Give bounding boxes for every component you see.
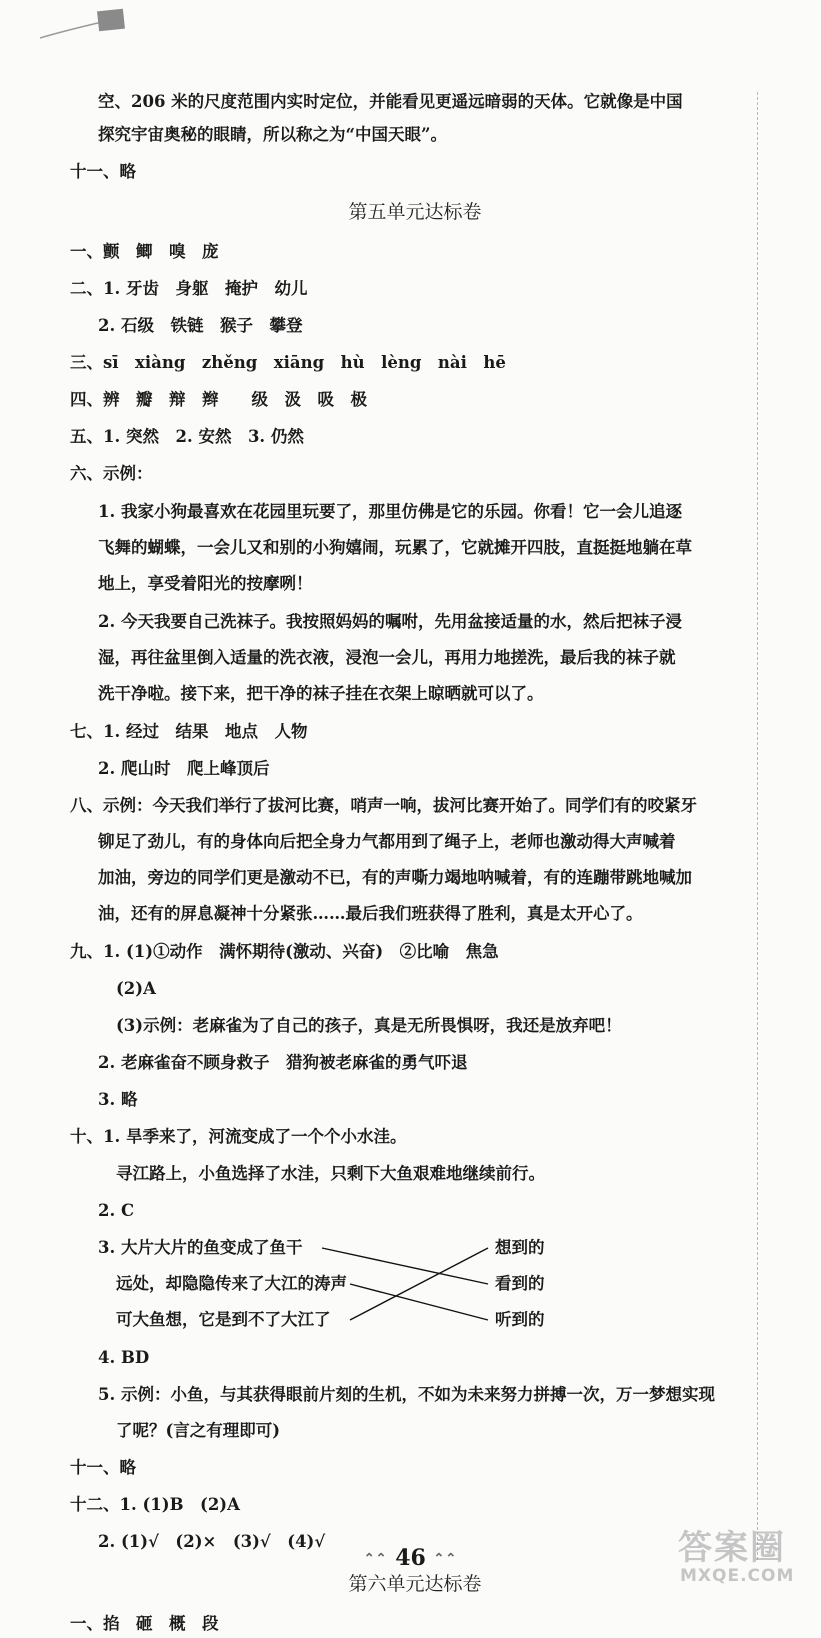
u5-q10-2: 2. C [98,1201,135,1220]
answer-11-prev: 十一、略 [70,162,136,181]
u5-q8-line-1: 八、示例：今天我们举行了拔河比赛，哨声一响，拔河比赛开始了。同学们有的咬紧牙 [70,796,697,815]
unit6-title: 第六单元达标卷 [348,1573,482,1595]
u5-q6-label: 六、示例： [70,464,153,483]
u6-q1: 一、掐 砸 概 段 [70,1614,219,1633]
u5-q1: 一、颤 鲫 嗅 庞 [70,242,219,261]
intro-line-2: 探究宇宙奥秘的眼睛，所以称之为“中国天眼”。 [98,125,447,144]
watermark-url: MXQE.COM [680,1566,795,1586]
match-right-2: 看到的 [495,1274,545,1293]
u5-q9-1-2: (2)A [116,979,156,998]
u5-q9-3: 3. 略 [98,1090,138,1109]
u5-q9-1-3: (3)示例：老麻雀为了自己的孩子，真是无所畏惧呀，我还是放弃吧！ [116,1016,622,1035]
match-right-3: 听到的 [495,1310,545,1329]
u5-q10-5-line-1: 5. 示例：小鱼，与其获得眼前片刻的生机，不如为未来努力拼搏一次，万一梦想实现 [98,1385,715,1404]
u5-q12-1: 十二、1. (1)B (2)A [70,1495,240,1514]
u5-q8-line-3: 加油，旁边的同学们更是激动不已，有的声嘶力竭地呐喊着，有的连蹦带跳地喊加 [98,868,692,887]
corner-decoration [40,4,132,42]
footer-decoration-left: ⌃⌃ [363,1551,388,1567]
u5-q6-2-line-1: 2. 今天我要自己洗袜子。我按照妈妈的嘱咐，先用盆接适量的水，然后把袜子浸 [98,612,682,631]
match-right-1: 想到的 [495,1238,545,1257]
u5-q6-1-line-1: 1. 我家小狗最喜欢在花园里玩要了，那里仿佛是它的乐园。你看！它一会儿追逐 [98,502,682,521]
u5-q8-line-4: 油，还有的屏息凝神十分紧张……最后我们班获得了胜利，真是太开心了。 [98,904,643,923]
u5-q6-1-line-2: 飞舞的蝴蝶，一会儿又和别的小狗嬉闹，玩累了，它就摊开四肢，直挺挺地躺在草 [98,538,692,557]
match-line-1 [322,1248,488,1284]
u5-q7-2: 2. 爬山时 爬上峰顶后 [98,759,270,778]
u5-q6-1-line-3: 地上，享受着阳光的按摩咧！ [98,574,313,593]
u5-q11: 十一、略 [70,1458,136,1477]
footer-decoration-right: ⌃⌃ [433,1551,458,1567]
u5-q10-5-line-2: 了呢？(言之有理即可) [116,1421,281,1440]
u5-q10-1a: 十、1. 旱季来了，河流变成了一个个小水洼。 [70,1127,407,1146]
watermark-text: 答案圈 [678,1528,786,1568]
unit5-title: 第五单元达标卷 [348,201,482,223]
u5-q6-2-line-2: 湿，再往盆里倒入适量的洗衣液，浸泡一会儿，再用力地搓洗，最后我的袜子就 [98,648,676,667]
match-left-2: 远处，却隐隐传来了大江的涛声 [116,1274,347,1293]
u5-q2-1: 二、1. 牙齿 身躯 掩护 幼儿 [70,279,308,298]
u5-q9-2: 2. 老麻雀奋不顾身救子 猎狗被老麻雀的勇气吓退 [98,1053,468,1072]
site-watermark [658,1518,818,1600]
u5-q4: 四、辨 瓣 辩 辫 级 汲 吸 极 [70,390,367,409]
match-line-2 [350,1284,488,1320]
u5-q3-pinyin: 三、sī xiàng zhěng xiāng hù lèng nài hē [70,353,506,372]
intro-line-1: 空、206 米的尺度范围内实时定位，并能看见更遥远暗弱的天体。它就像是中国 [98,92,683,111]
u5-q8-line-2: 铆足了劲儿，有的身体向后把全身力气都用到了绳子上，老师也激动得大声喊着 [98,832,676,851]
u5-q5: 五、1. 突然 2. 安然 3. 仍然 [70,427,304,446]
match-left-3: 可大鱼想，它是到不了大江了 [116,1310,331,1329]
matching-lines [70,88,760,1388]
page-number: 46 [395,1545,426,1571]
u5-q10-1b: 寻江路上，小鱼选择了水洼，只剩下大鱼艰难地继续前行。 [116,1164,545,1183]
u5-q12-2: 2. (1)√ (2)× (3)√ (4)√ [98,1532,326,1551]
u5-q2-2: 2. 石级 铁链 猴子 攀登 [98,316,303,335]
match-left-1: 3. 大片大片的鱼变成了鱼干 [98,1238,303,1257]
u5-q6-2-line-3: 洗干净啦。接下来，把干净的袜子挂在衣架上晾晒就可以了。 [98,684,544,703]
u5-q10-4: 4. BD [98,1348,150,1367]
u5-q7-1: 七、1. 经过 结果 地点 人物 [70,722,308,741]
u5-q9-1: 九、1. (1)①动作 满怀期待(激动、兴奋) ②比喻 焦急 [70,942,499,961]
